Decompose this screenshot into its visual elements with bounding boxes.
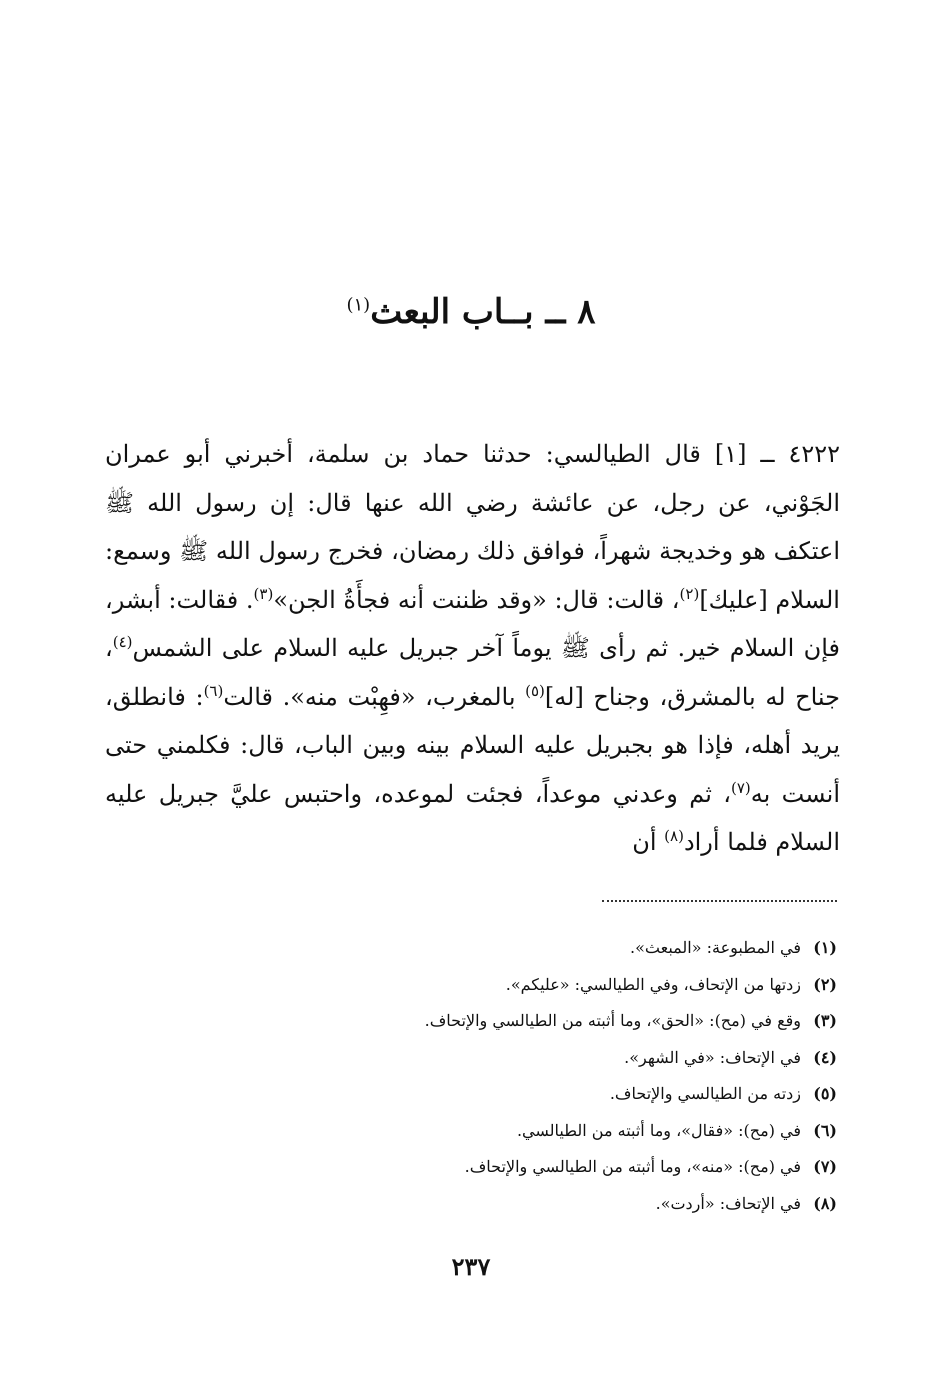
footnote-ref: (٤)	[112, 633, 133, 651]
chapter-title	[0, 292, 942, 333]
footnote-ref: (٦)	[203, 681, 224, 700]
footnote-number: (٧)	[813, 1157, 837, 1176]
footnote-ref: (٢)	[679, 584, 700, 603]
footnote-separator	[602, 900, 837, 902]
footnote-number: (٤)	[813, 1047, 837, 1067]
footnote-number: (٣)	[813, 1011, 837, 1030]
footnote-item	[137, 967, 837, 1004]
body-text-segment: : فانطلق، يريد أهله، فإذا هو بجبريل عليه السلام بينه وبين الباب، قال: فكلمني حتى أنست به	[105, 682, 840, 808]
footnote-ref: (٥)	[525, 681, 545, 700]
footnote-item	[137, 1076, 837, 1113]
footnote-text: في المطبوعة: «المبعث».	[630, 938, 801, 957]
body-text-segment: ٤٢٢٢ ــ [١] قال الطيالسي: حدثنا حماد بن سلمة، أخبرني أبو عمران الجَوْني، عن رجل، عن عائشة رضي الله عنها قال: إن رسول الله ﷺ اعتكف هو وخديجة شهراً، فوافق ذلك رمضان، فخرج رسول الله ﷺ وسمع: السلام [عليك]	[105, 440, 840, 614]
footnote-text: في (مح): «فقال»، وما أثبته من الطيالسي.	[516, 1120, 801, 1140]
footnote-item	[137, 1186, 837, 1223]
chapter-title-note-ref: (١)	[346, 294, 371, 316]
body-text-segment: أن	[632, 828, 665, 856]
footnote-ref: (٣)	[253, 584, 274, 603]
footnote-number: (١)	[813, 938, 837, 957]
body-text-segment: بالمغرب، «فهِبْت منه». قالت	[223, 682, 526, 711]
footnote-number: (٨)	[813, 1193, 837, 1213]
footnote-number: (٥)	[813, 1084, 837, 1103]
footnote-item	[137, 930, 837, 967]
hadith-paragraph	[105, 430, 840, 867]
footnote-item	[137, 1149, 837, 1186]
footnote-text: في الإتحاف: «أردت».	[655, 1193, 801, 1213]
footnote-text: في (مح): «منه»، وما أثبته من الطيالسي والإتحاف.	[464, 1157, 801, 1176]
footnote-text: زدتها من الإتحاف، وفي الطيالسي: «عليكم».	[505, 974, 801, 994]
footnotes-list	[137, 930, 837, 1222]
footnote-number: (٦)	[813, 1120, 837, 1140]
chapter-title-text: ٨ ــ بــاب البعث	[370, 292, 596, 332]
footnote-item	[137, 1003, 837, 1040]
footnote-text: في الإتحاف: «في الشهر».	[624, 1047, 801, 1067]
body-text-segment: ، ثم وعدني موعداً، فجئت لموعده، واحتبس عليَّ جبريل عليه السلام فلما أراد	[105, 779, 840, 856]
footnote-text: زدته من الطيالسي والإتحاف.	[609, 1084, 801, 1103]
footnote-ref: (٧)	[730, 778, 751, 797]
footnote-text: وقع في (مح): «الحق»، وما أثبته من الطيالسي والإتحاف.	[424, 1011, 801, 1030]
body-text-segment: ، قالت: قال: «وقد ظننت أنه فجأَةُ الجن»	[273, 585, 680, 614]
footnote-number: (٢)	[813, 974, 837, 994]
footnote-item	[137, 1040, 837, 1077]
footnote-ref: (٨)	[664, 827, 684, 845]
page-number: ٢٣٧	[451, 1252, 491, 1281]
footnote-item	[137, 1113, 837, 1150]
body-text-segment: ، جناح له بالمشرق، وجناح [له]	[105, 634, 841, 711]
body-text-segment: . فقالت: أبشر، فإن السلام خير. ثم رأى ﷺ يوماً آخر جبريل عليه السلام على الشمس	[105, 585, 840, 662]
